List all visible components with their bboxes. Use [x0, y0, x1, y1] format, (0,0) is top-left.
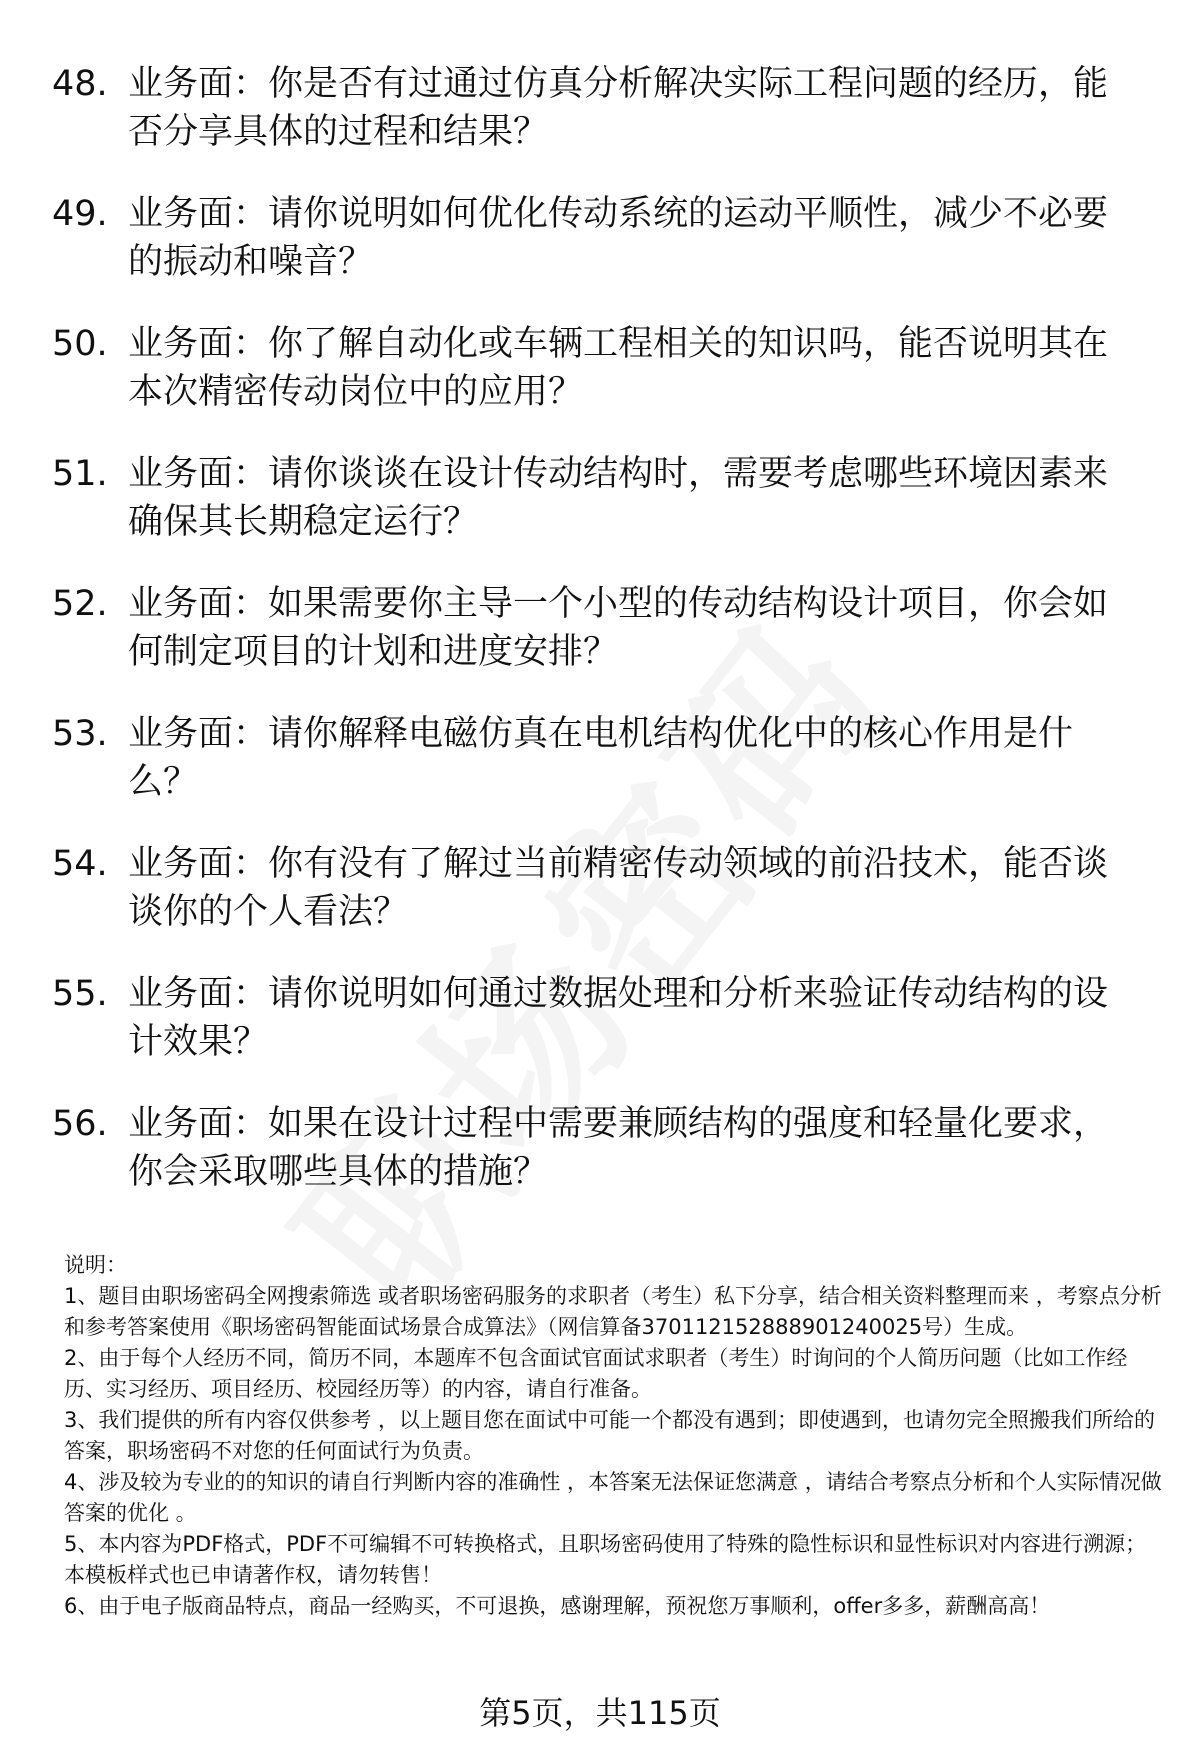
question-text: 业务面：你有没有了解过当前精密传动领域的前沿技术，能否谈谈你的个人看法？ [128, 844, 1109, 932]
question-text: 业务面：你了解自动化或车辆工程相关的知识吗，能否说明其在本次精密传动岗位中的应用？ [128, 324, 1109, 412]
question-item [52, 450, 1142, 580]
page-number: 第5页，共115页 [479, 1694, 721, 1732]
question-number: 55. [52, 974, 108, 1014]
question-number: 53. [52, 714, 108, 754]
question-number: 56. [52, 1104, 108, 1144]
question-text: 业务面：你是否有过通过仿真分析解决实际工程问题的经历，能否分享具体的过程和结果？ [128, 64, 1109, 152]
question-item [52, 580, 1142, 710]
question-number: 50. [52, 324, 108, 364]
question-number: 51. [52, 454, 108, 494]
question-item [52, 1100, 1142, 1230]
question-item [52, 320, 1142, 450]
question-number: 49. [52, 194, 108, 234]
question-item [52, 60, 1142, 190]
notes-title: 说明： [64, 1253, 127, 1277]
question-text: 业务面：如果在设计过程中需要兼顾结构的强度和轻量化要求，你会采取哪些具体的措施？ [128, 1104, 1109, 1192]
question-list [52, 60, 1142, 1230]
question-number: 54. [52, 844, 108, 884]
question-item [52, 970, 1142, 1100]
disclaimer-notes [64, 1250, 1164, 1622]
note-item: 4、涉及较为专业的的知识的请自行判断内容的准确性 ，本答案无法保证您满意 ，请结合考察点分析和个人实际情况做答案的优化 。 [64, 1470, 1162, 1525]
question-number: 48. [52, 64, 108, 104]
note-item: 6、由于电子版商品特点，商品一经购买，不可退换，感谢理解，预祝您万事顺利，offer多多，薪酬高高！ [64, 1594, 1051, 1618]
question-number: 52. [52, 584, 108, 624]
question-text: 业务面：请你说明如何优化传动系统的运动平顺性，减少不必要的振动和噪音？ [128, 194, 1109, 282]
note-item: 3、我们提供的所有内容仅供参考 ，以上题目您在面试中可能一个都没有遇到；即使遇到，也请勿完全照搬我们所给的答案，职场密码不对您的任何面试行为负责。 [64, 1408, 1156, 1463]
note-item: 2、由于每个人经历不同，简历不同，本题库不包含面试官面试求职者（考生）时询问的个人简历问题（比如工作经历、实习经历、项目经历、校园经历等）的内容，请自行准备。 [64, 1346, 1128, 1401]
question-text: 业务面：如果需要你主导一个小型的传动结构设计项目，你会如何制定项目的计划和进度安排？ [128, 584, 1109, 672]
question-text: 业务面：请你解释电磁仿真在电机结构优化中的核心作用是什么？ [128, 714, 1074, 802]
note-item: 1、题目由职场密码全网搜索筛选 或者职场密码服务的求职者（考生）私下分享，结合相关资料整理而来 ，考察点分析和参考答案使用《职场密码智能面试场景合成算法》（网信算备370112152888901240025号）生成。 [64, 1284, 1162, 1339]
question-item [52, 710, 1142, 840]
question-item [52, 190, 1142, 320]
question-text: 业务面：请你说明如何通过数据处理和分析来验证传动结构的设计效果？ [128, 974, 1109, 1062]
question-item [52, 840, 1142, 970]
question-text: 业务面：请你谈谈在设计传动结构时，需要考虑哪些环境因素来确保其长期稳定运行？ [128, 454, 1109, 542]
note-item: 5、本内容为PDF格式，PDF不可编辑不可转换格式，且职场密码使用了特殊的隐性标识和显性标识对内容进行溯源；本模板样式也已申请著作权，请勿转售！ [64, 1532, 1147, 1587]
